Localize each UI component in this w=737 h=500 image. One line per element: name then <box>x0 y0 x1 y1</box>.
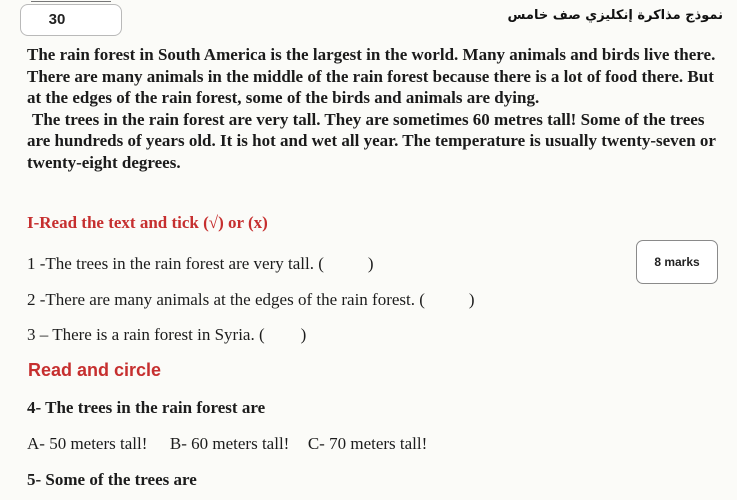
question-2-close-paren: ) <box>468 290 475 309</box>
option-c[interactable]: C- 70 meters tall! <box>307 434 428 453</box>
passage-paragraph-1: The rain forest in South America is the largest in the world. Many animals and birds live there. There are many animals in the middle of the rain forest because there is a lot of food there. But at the edges of the rain forest, some of the birds and animals are dying. <box>27 45 716 107</box>
passage-paragraph-2: The trees in the rain forest are very tall. They are sometimes 60 metres tall! Some of the trees are hundreds of years old. It is hot and wet all year. The temperature is usually twenty-seven or twenty-eight degrees. <box>27 109 716 172</box>
question-1 <box>27 254 374 274</box>
option-a[interactable]: A- 50 meters tall! <box>27 434 148 453</box>
question-4: 4- The trees in the rain forest are <box>27 398 266 417</box>
option-b[interactable]: B- 60 meters tall! <box>169 434 290 453</box>
section-2-title: Read and circle <box>28 360 162 380</box>
reading-passage <box>27 44 727 173</box>
marks-badge: 8 marks <box>636 240 718 284</box>
header-title: نموذج مذاكرة إنكليزي صف خامس <box>507 8 723 23</box>
question-1-close-paren: ) <box>367 254 374 273</box>
question-3 <box>27 325 306 345</box>
page-number: 30 <box>48 11 66 28</box>
question-3-close-paren: ) <box>300 325 307 344</box>
section-1-title: I-Read the text and tick (√) or (x) <box>27 213 268 232</box>
page-number-box <box>20 4 122 36</box>
question-3-text: 3 – There is a rain forest in Syria. ( <box>27 325 265 344</box>
question-4-options <box>27 434 427 454</box>
question-2 <box>27 290 475 310</box>
question-5: 5- Some of the trees are <box>27 470 197 489</box>
question-2-text: 2 -There are many animals at the edges of the rain forest. ( <box>27 290 425 309</box>
question-1-text: 1 -The trees in the rain forest are very tall. ( <box>27 254 324 273</box>
